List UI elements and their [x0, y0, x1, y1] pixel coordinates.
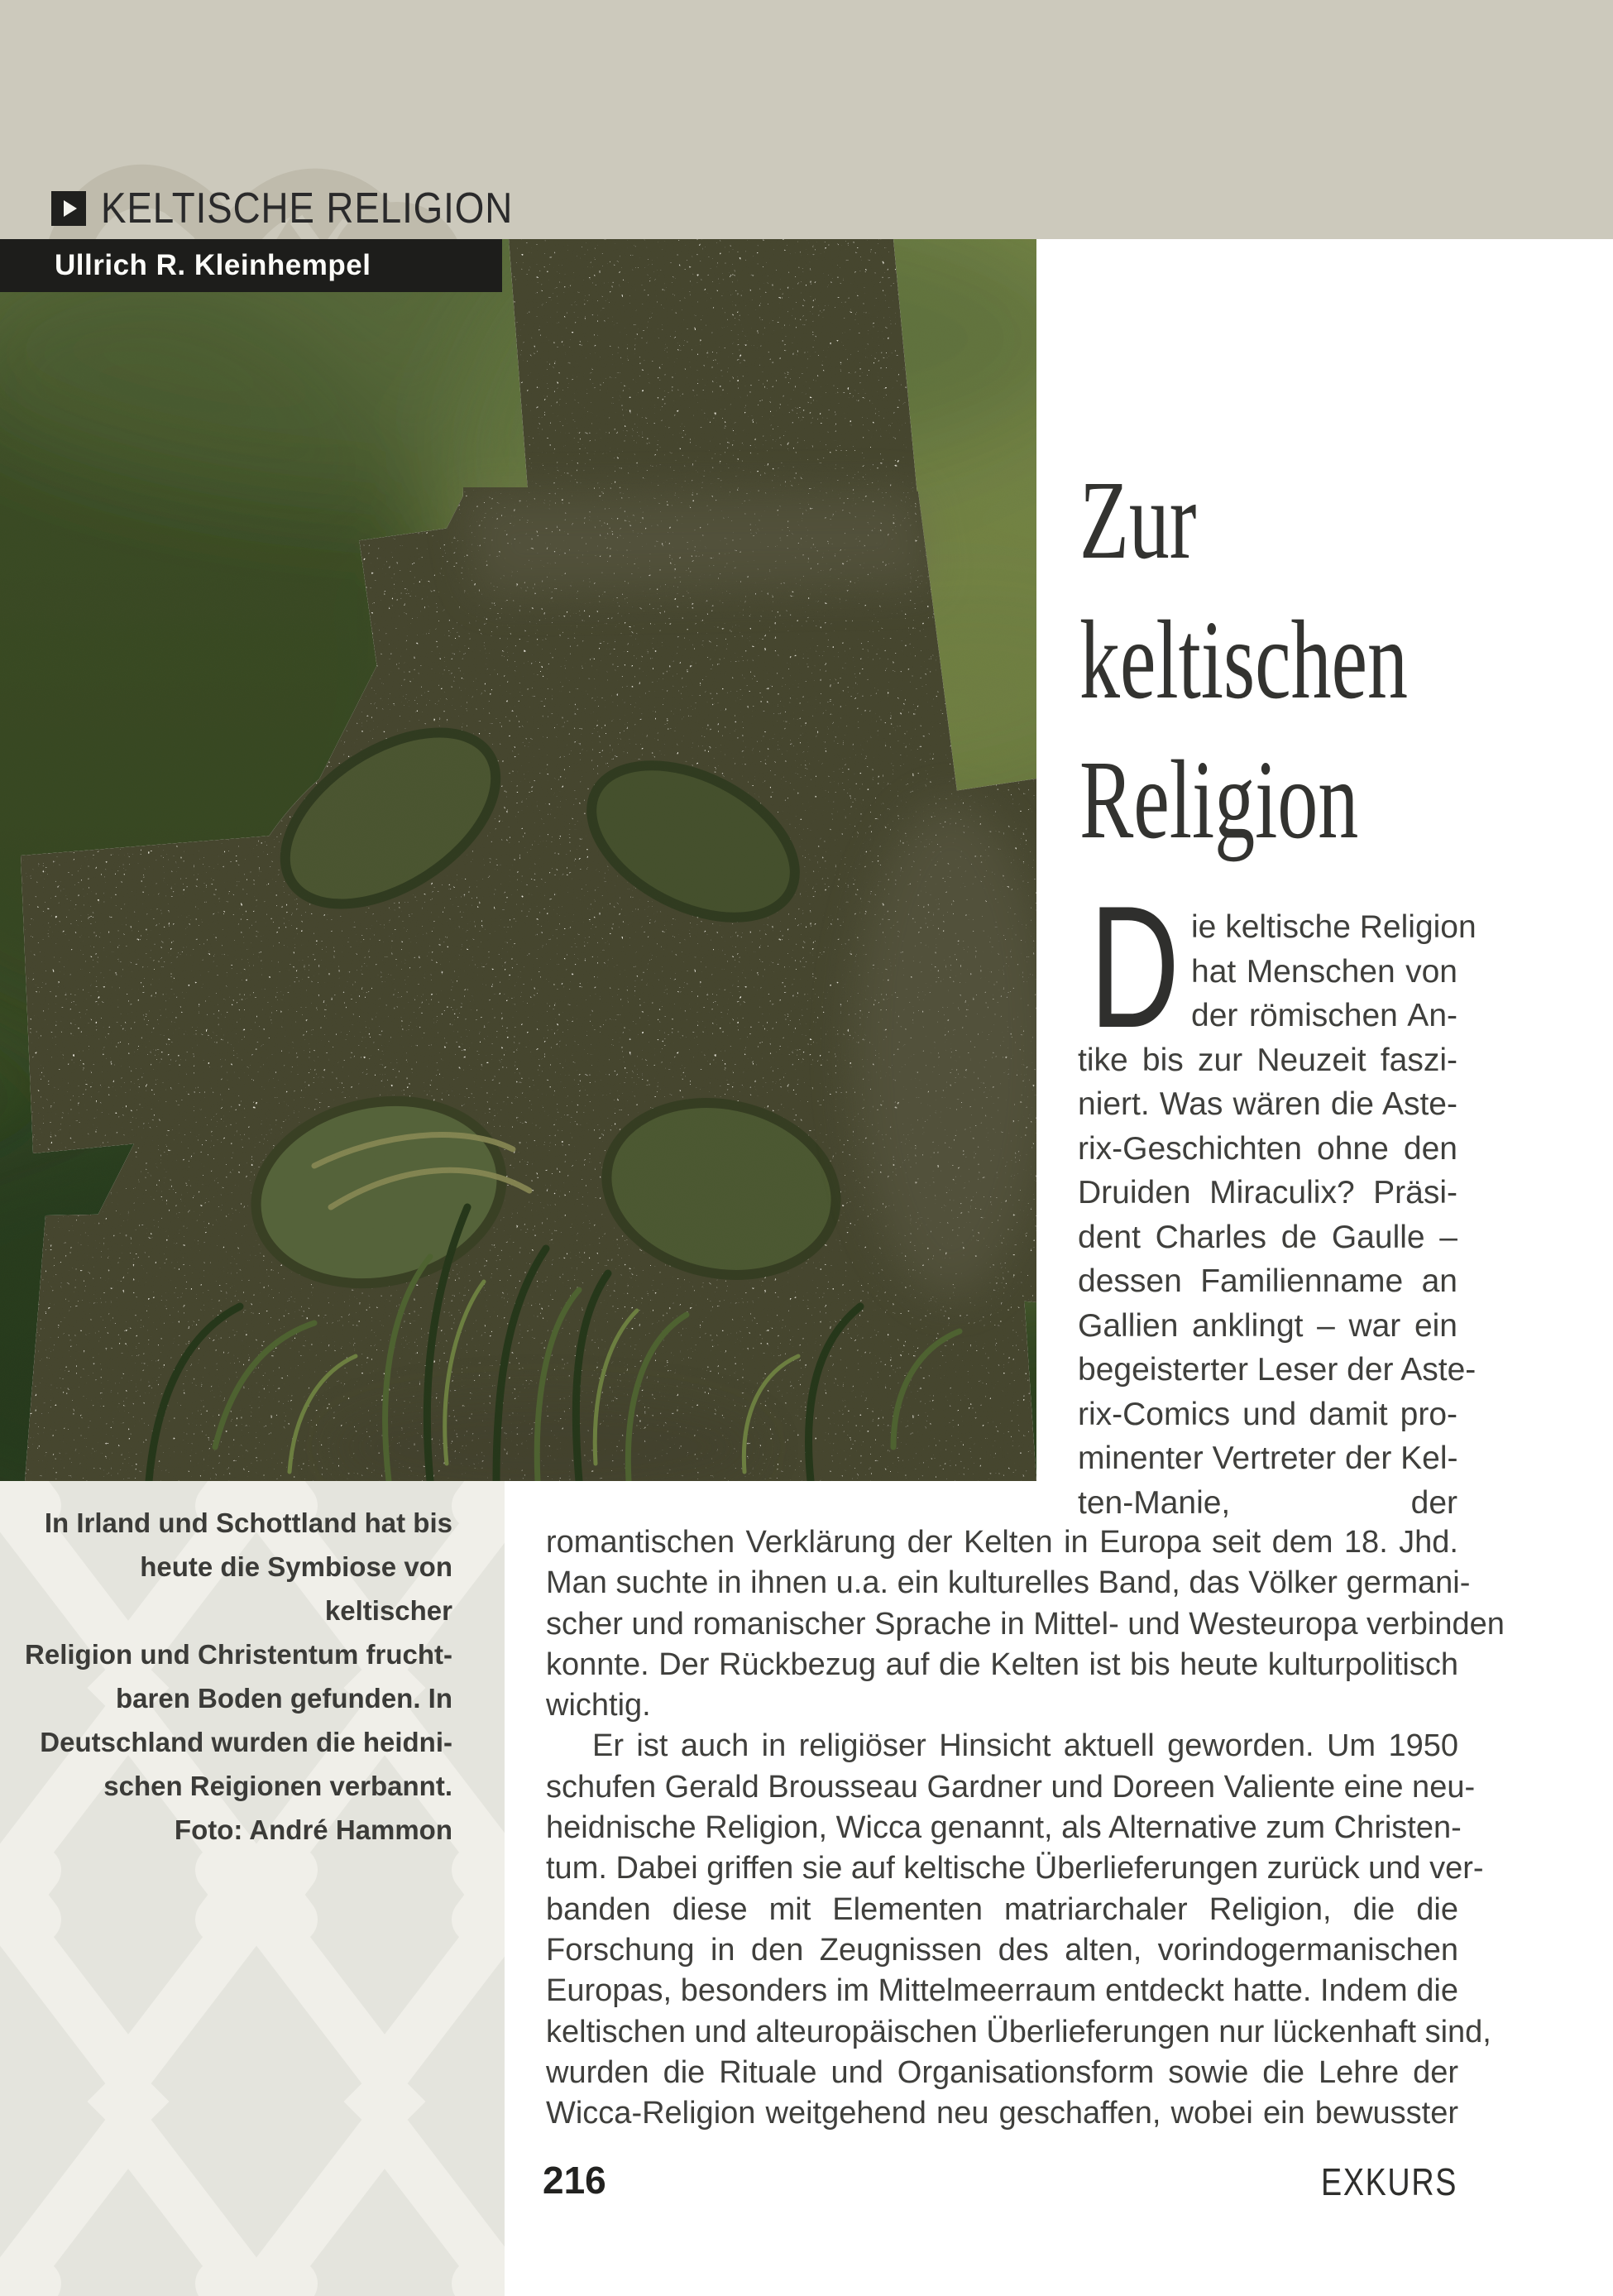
caption-line: In Irland und Schottland hat bis [44, 1507, 452, 1538]
text-line: Wicca-Religion weitgehend neu geschaffen, wobei ein bewusster [546, 2096, 1458, 2131]
text-line: schufen Gerald Brousseau Gardner und Doreen Valiente eine neu- [546, 1769, 1476, 1805]
text-line: dent Charles de Gaulle – [1078, 1219, 1457, 1255]
text-line [1078, 1481, 1457, 1526]
article-title [1079, 451, 1468, 870]
text-line: rix-Geschichten ohne den [1078, 1130, 1457, 1167]
text-line: wurden die Rituale und Organisationsform sowie die Lehre der [546, 2054, 1458, 2090]
narrow-text-column [1078, 905, 1477, 1525]
text-line: niert. Was wären die Aste- [1078, 1086, 1457, 1122]
text-fragment: der [1410, 1484, 1457, 1521]
text-line: begeisterter Leser der Aste- [1078, 1352, 1477, 1388]
text-line: keltischen und alteuropäischen Überlieferungen nur lückenhaft sind, [546, 2014, 1491, 2049]
text-line: scher und romanischer Sprache in Mittel- und Westeuropa verbinden [546, 1606, 1505, 1642]
caption-line: heute die Symbiose von keltischer [140, 1551, 452, 1626]
title-line: Religion [1079, 738, 1359, 862]
celtic-cross-photo [0, 239, 1036, 1481]
text-line: Forschung in den Zeugnissen des alten, vorindogermanischen [546, 1932, 1458, 1968]
text-line: Gallien anklingt – war ein [1078, 1307, 1457, 1344]
text-line: dessen Familienname an [1078, 1263, 1457, 1299]
caption-line: Religion und Christentum frucht- [25, 1639, 452, 1670]
title-line: keltischen [1079, 598, 1408, 722]
text-line: Europas, besonders im Mittelmeerraum entdeckt hatte. Indem die [546, 1973, 1458, 2009]
text-line: der römischen An- [1191, 998, 1457, 1033]
text-line: hat Menschen von [1191, 953, 1457, 990]
play-marker-icon [51, 191, 86, 226]
text-line: ie keltische Religion [1191, 909, 1477, 945]
text-line: tum. Dabei griffen sie auf keltische Überlieferungen zurück und ver- [546, 1851, 1484, 1886]
footer-section-label: EXKURS [1321, 2160, 1457, 2203]
text-line: heidnische Religion, Wicca genannt, als Alternative zum Christen- [546, 1810, 1462, 1846]
text-fragment: ten-Manie, [1078, 1484, 1231, 1521]
text-line: romantischen Verklärung der Kelten in Europa seit dem 18. Jhd. [546, 1525, 1458, 1560]
wide-text-column [546, 1522, 1505, 2134]
drop-cap: D [1089, 870, 1180, 1064]
page-number: 216 [543, 2159, 606, 2202]
photo-caption [12, 1501, 452, 1852]
caption-line: baren Boden gefunden. In [115, 1683, 452, 1714]
text-line: wichtig. [546, 1688, 651, 1723]
section-label: KELTISCHE RELIGION [101, 185, 514, 232]
author-bar [0, 239, 502, 292]
text-line: Er ist auch in religiöser Hinsicht aktuell geworden. Um 1950 [592, 1728, 1458, 1764]
header-band [0, 0, 1613, 239]
section-header [51, 185, 569, 232]
photo-credit: Foto: André Hammon [174, 1814, 452, 1845]
caption-line: Deutschland wurden die heidni- [40, 1727, 452, 1757]
text-line: rix-Comics und damit pro- [1078, 1396, 1457, 1432]
caption-line: schen Reigionen verbannt. [103, 1771, 452, 1801]
author-name: Ullrich R. Kleinhempel [55, 249, 371, 281]
text-line: minenter Vertreter der Kel- [1078, 1440, 1458, 1476]
text-line: tike bis zur Neuzeit faszi- [1078, 1042, 1457, 1078]
text-line: banden diese mit Elementen matriarchaler Religion, die die [546, 1891, 1458, 1927]
text-line: Man suchte in ihnen u.a. ein kulturelles Band, das Völker germani- [546, 1565, 1471, 1601]
title-line: Zur [1079, 458, 1197, 582]
text-line: konnte. Der Rückbezug auf die Kelten ist bis heute kulturpolitisch [546, 1647, 1458, 1682]
text-line: Druiden Miraculix? Präsi- [1078, 1175, 1457, 1210]
